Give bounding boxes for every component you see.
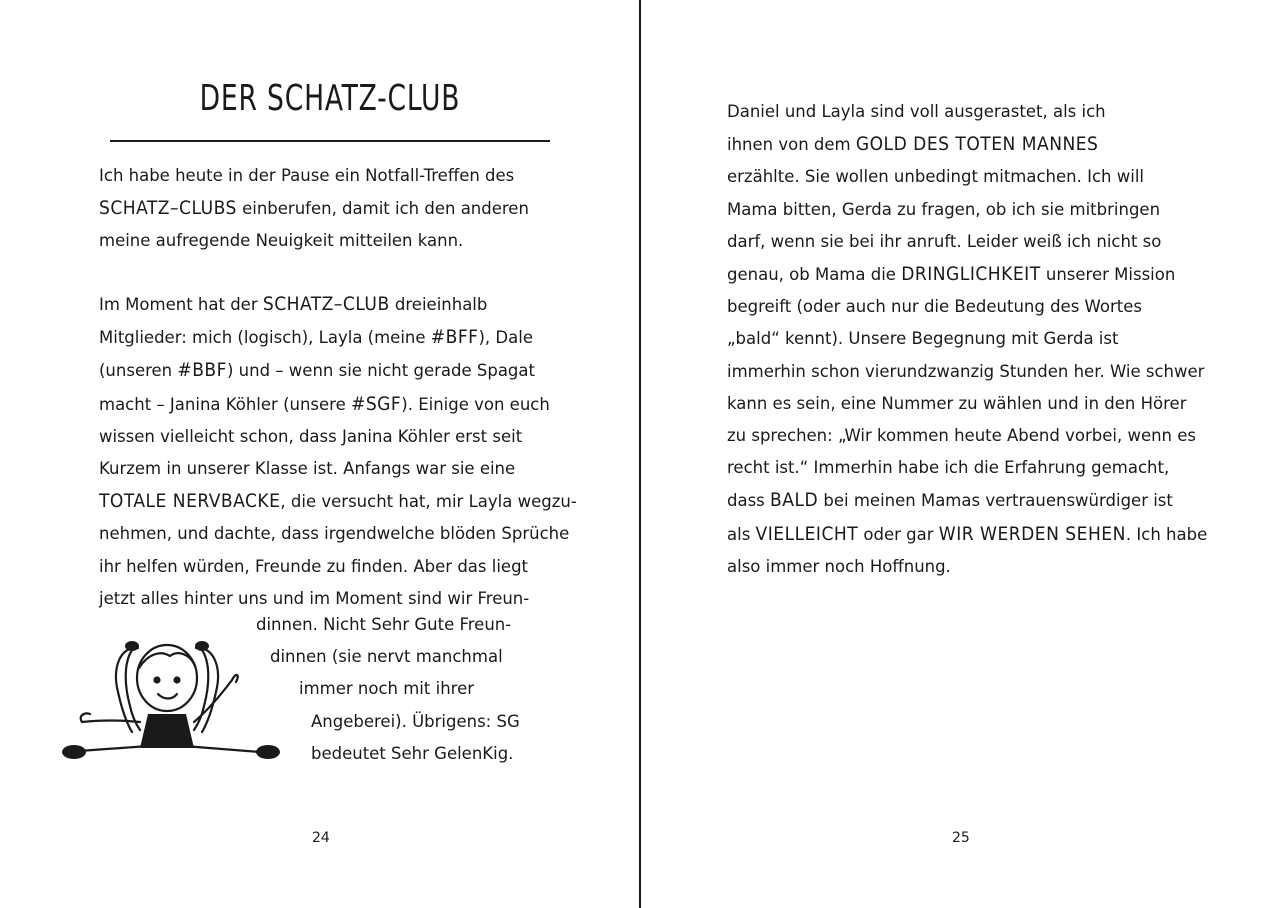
girl-doing-splits-illustration	[60, 628, 290, 776]
text-line: dass BALD bei meinen Mamas vertrauenswürdiger ist	[727, 489, 1173, 512]
text-line: genau, ob Mama die DRINGLICHKEIT unserer Mission	[727, 263, 1176, 286]
text-line: dinnen. Nicht Sehr Gute Freun-	[256, 615, 512, 634]
page-number: 24	[312, 830, 330, 846]
text-line: kann es sein, eine Nummer zu wählen und in den Hörer	[727, 393, 1187, 413]
text-line: begreift (oder auch nur die Bedeutung des Wortes	[727, 297, 1142, 317]
text-line: Angeberei). Übrigens: SG	[311, 711, 520, 731]
text-line: TOTALE NERVBACKE, die versucht hat, mir Layla wegzu-	[99, 490, 577, 513]
text-line: darf, wenn sie bei ihr anruft. Leider weiß ich nicht so	[727, 231, 1162, 251]
text-line: jetzt alles hinter uns und im Moment sind wir Freun-	[99, 588, 530, 608]
text-line: bedeutet Sehr GelenKig.	[311, 743, 514, 763]
text-line: Daniel und Layla sind voll ausgerastet, als ich	[727, 102, 1106, 121]
text-line: Im Moment hat der SCHATZ–CLUB dreieinhalb	[99, 293, 488, 315]
text-line: meine aufregende Neuigkeit mitteilen kann.	[99, 231, 464, 251]
text-line: Mitglieder: mich (logisch), Layla (meine #BFF), Dale	[99, 326, 533, 349]
text-line: ihnen von dem GOLD DES TOTEN MANNES	[727, 133, 1099, 156]
text-line: Ich habe heute in der Pause ein Notfall-Treffen des	[99, 166, 515, 185]
text-line: wissen vielleicht schon, dass Janina Köhler erst seit	[99, 426, 523, 446]
text-line: ihr helfen würden, Freunde zu finden. Aber das liegt	[99, 556, 529, 576]
text-line: erzählte. Sie wollen unbedingt mitmachen. Ich will	[727, 167, 1144, 187]
text-line: SCHATZ–CLUBS einberufen, damit ich den anderen	[99, 197, 529, 220]
text-line: immer noch mit ihrer	[299, 679, 475, 699]
text-line: als VIELLEICHT oder gar WIR WERDEN SEHEN. Ich habe	[727, 522, 1208, 545]
page-number: 25	[952, 830, 970, 846]
chapter-title: DER SCHATZ-CLUB	[199, 78, 461, 119]
text-line: macht – Janina Köhler (unsere #SGF). Einige von euch	[99, 392, 550, 415]
text-line: (unseren #BBF) und – wenn sie nicht gerade Spagat	[99, 359, 535, 382]
right-page	[641, 0, 1280, 908]
text-line: nehmen, und dachte, dass irgendwelche blöden Sprüche	[99, 524, 570, 544]
text-line: zu sprechen: „Wir kommen heute Abend vorbei, wenn es	[727, 426, 1197, 446]
left-paragraph-2	[99, 288, 577, 615]
text-line: Mama bitten, Gerda zu fragen, ob ich sie mitbringen	[727, 199, 1161, 219]
text-line: dinnen (sie nervt manchmal	[270, 647, 503, 667]
text-line: also immer noch Hoffnung.	[727, 556, 951, 576]
right-paragraph	[727, 96, 1207, 583]
text-line: „bald“ kennt). Unsere Begegnung mit Gerda ist	[727, 329, 1119, 349]
text-line: immerhin schon vierundzwanzig Stunden her. Wie schwer	[727, 361, 1205, 381]
left-page	[0, 0, 639, 908]
text-line: recht ist.“ Immerhin habe ich die Erfahrung gemacht,	[727, 458, 1170, 478]
title-rule	[110, 140, 550, 142]
text-line: Kurzem in unserer Klasse ist. Anfangs war sie eine	[99, 459, 516, 479]
left-paragraph-1	[99, 160, 529, 258]
